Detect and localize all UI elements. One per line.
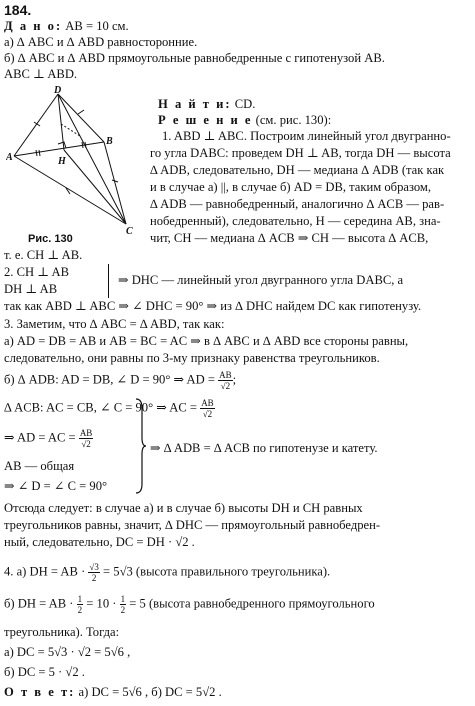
fraction — [218, 370, 233, 391]
step3-c-tail: ; — [232, 372, 237, 387]
answer-text: а) DC = 5√6 , б) DC = 5√2 . — [75, 685, 222, 699]
step4-a-post: = 5√3 (высота правильного треугольника). — [99, 564, 331, 579]
solution-line-1: 1. ABD ⊥ ABC. Построим линейный угол двугранно- — [162, 129, 451, 143]
solution-line-5: ∆ ADB — равнобедренный, аналогично ∆ ACB — рав- — [150, 197, 445, 211]
step2-c: ⇒ DHC — линейный угол двугранного угла DABC, а — [118, 273, 404, 287]
step3-g: ⇒ ∠ D = ∠ C = 90° — [4, 479, 108, 493]
conclusion-2: треугольников равны, значит, ∆ DHC — прямоугольный равнобедрен- — [4, 518, 381, 532]
step2-b: DH ⊥ AB — [4, 282, 58, 296]
step2-a: 2. CH ⊥ AB — [4, 265, 70, 279]
step3-c — [4, 370, 236, 391]
fraction-denominator: √2 — [202, 409, 213, 419]
fraction — [79, 428, 94, 449]
step4-b-pre: б) DH = AB · — [4, 596, 74, 611]
step4-d: а) DC = 5√3 · √2 = 5√6 , — [4, 645, 131, 659]
given-label: Д а н о: — [4, 19, 63, 33]
given-text: AB = 10 см. — [62, 19, 129, 33]
figure-130 — [6, 84, 146, 234]
label-C: C — [126, 226, 133, 234]
given-a: а) ∆ ABC и ∆ ABD равносторонние. — [4, 35, 198, 49]
fraction-numerator: 1 — [120, 594, 126, 604]
solution-header — [158, 112, 331, 128]
step4-e: б) DC = 5 · √2 . — [4, 665, 85, 679]
find-line — [158, 96, 255, 112]
step3-a: а) AD = DB = AB и AB = BC = AC ⇒ в ∆ ABC и ∆ ABD все стороны равны, — [4, 334, 409, 348]
solution-line-8: т. е. CH ⊥ AB. — [4, 248, 83, 262]
step3-c-text: б) ∆ ADB: AD = DB, ∠ D = 90° ⇒ AD = — [4, 372, 215, 387]
find-label: Н а й т и: — [158, 97, 232, 111]
step2-brace — [108, 264, 109, 298]
fraction-denominator: √2 — [81, 439, 91, 449]
solution-line-6: нобедренный), следовательно, H — середина AB, зна- — [150, 214, 441, 228]
step4-b — [4, 594, 375, 615]
answer-label: О т в е т: — [4, 685, 76, 699]
step4-c: треугольника). Тогда: — [4, 625, 120, 639]
find-text: CD. — [231, 97, 256, 111]
solution-line-3: ∆ ADB, следовательно, DH — медиана ∆ ADB (так как — [150, 163, 445, 177]
fraction — [200, 398, 215, 419]
step3-e — [4, 428, 93, 449]
step2-d: так как ABD ⊥ ABC ⇒ ∠ DHC = 90° ⇒ из ∆ DHC найдем DC как гипотенузу. — [4, 299, 422, 313]
figure-caption: Рис. 130 — [28, 233, 73, 245]
fraction-numerator: √3 — [89, 562, 99, 572]
fraction-numerator: AB — [219, 370, 232, 380]
answer-line — [4, 684, 222, 700]
step3-e-text: ⇒ AD = AC = — [4, 430, 76, 445]
step3: 3. Заметим, что ∆ ABC = ∆ ABD, так как: — [4, 317, 225, 331]
solution-ref: (см. рис. 130): — [252, 113, 332, 127]
label-A: A — [6, 152, 13, 163]
solution-line-7: чит, CH — медиана ∆ ACB ⇒ CH — высота ∆ ACB, — [150, 231, 429, 245]
step4-b-mid: = 10 · — [83, 596, 117, 611]
conclusion-1: Отсюда следует: в случае а) и в случае б) высоты DH и CH равных — [4, 501, 363, 515]
problem-number: 184. — [4, 2, 32, 18]
step3-d-text: ∆ ACB: AC = CB, ∠ C = 90° ⇒ AC = — [4, 400, 198, 415]
fraction — [88, 562, 99, 583]
solution-line-2: го угла DABC: проведем DH ⊥ AB, тогда DH — высота — [150, 146, 451, 160]
step4-a-pre: 4. а) DH = AB · — [4, 564, 86, 579]
label-B: B — [106, 136, 113, 147]
fraction-denominator: 2 — [77, 605, 83, 615]
solution-line-4: и в случае а) ||, в случае б) AD = DB, таким образом, — [150, 180, 432, 194]
step3-f: AB — общая — [4, 459, 75, 473]
step3-h: ⇒ ∆ ADB = ∆ ACB по гипотенузе и катету. — [150, 441, 378, 455]
fraction-numerator: AB — [79, 428, 93, 438]
label-H: H — [58, 156, 66, 167]
label-D: D — [54, 85, 62, 96]
right-brace — [135, 398, 147, 494]
fraction-numerator: 1 — [77, 594, 83, 604]
fraction-numerator: AB — [201, 398, 214, 408]
step3-b: следовательно, они равны по 3-му признаку равенства треугольников. — [4, 351, 380, 365]
given-line — [4, 18, 129, 34]
conclusion-3: ный, следовательно, DC = DH · √2 . — [4, 535, 195, 549]
fraction-denominator: √2 — [220, 381, 231, 391]
step4-b-post: = 5 (высота равнобедренного прямоугольного — [126, 596, 375, 611]
fraction-denominator: 2 — [91, 573, 97, 583]
fraction-denominator: 2 — [120, 605, 126, 615]
solution-label: Р е ш е н и е — [158, 113, 253, 127]
given-b2: ABC ⊥ ABD. — [4, 67, 78, 81]
step4-a — [4, 562, 330, 583]
step3-d — [4, 398, 215, 419]
given-b: б) ∆ ABC и ∆ ABD прямоугольные равнобедренные с гипотенузой AB. — [4, 51, 385, 65]
